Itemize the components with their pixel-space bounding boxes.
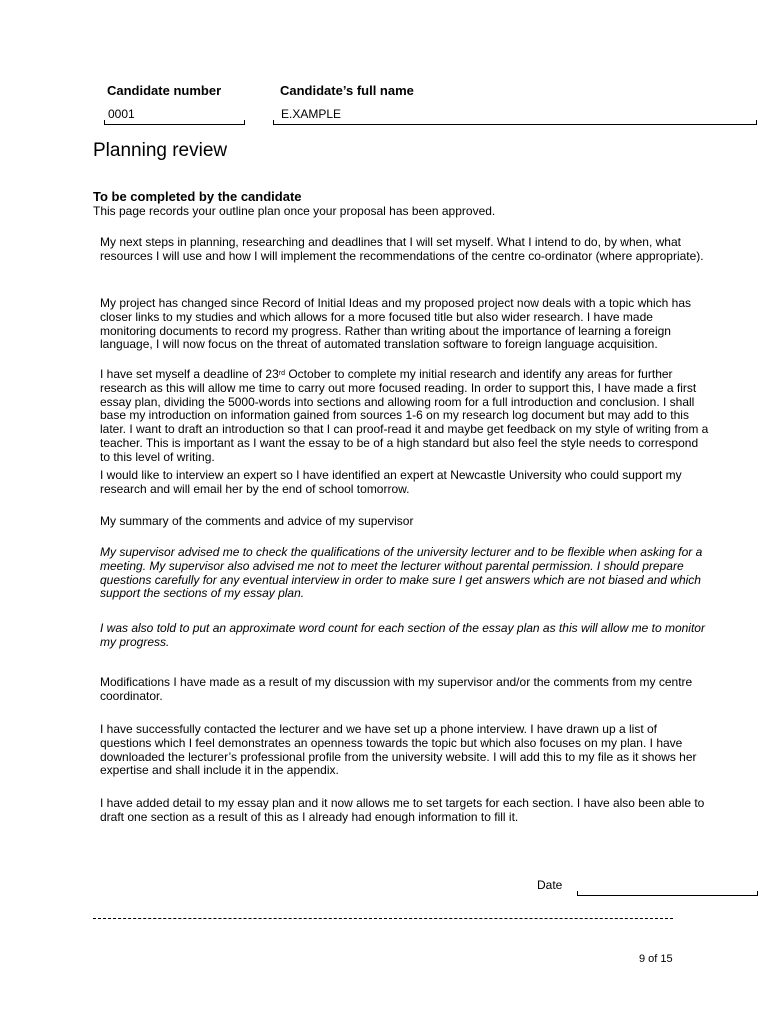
date-field[interactable] bbox=[577, 895, 758, 896]
section1-paragraph-2 bbox=[100, 368, 710, 465]
intro-text: This page records your outline plan once your proposal has been approved. bbox=[93, 204, 496, 218]
section3-paragraph-1: I have successfully contacted the lecturer and we have set up a phone interview. I have drawn up a list of questions which I feel demonstrates an openness towards the topic but which also focuses on my plan. I have downloaded the lecturer’s professional profile from the university website. I will add this to my file as it shows her expertise and shall include it in the appendix. bbox=[100, 722, 697, 778]
p2-after: October to complete my initial research and identify any areas for further research as this will allow me time to carry out more focused reading. In order to support this, I have made a first essay plan, dividing the 5000-words into sections and allowing room for a full introduction and conclusion. I shall base my introduction on information gained from sources 1-6 on my research log document but may add to this later. I want to draft an introduction so that I can proof-read it and maybe get feedback on my style of writing from a teacher. This is important as I want the essay to be of a high standard but also feel the style needs to correspond to this level of writing. bbox=[100, 367, 709, 464]
section1-heading: My next steps in planning, researching and deadlines that I will set myself. What I intend to do, by when, what resources I will use and how I will implement the recommendations of the centre co-ordinator (where appropriate). bbox=[100, 235, 704, 263]
dashed-divider bbox=[93, 918, 673, 919]
p2-before: I have set myself a deadline of 23 bbox=[100, 367, 279, 381]
section1-paragraph-3: I would like to interview an expert so I have identified an expert at Newcastle University who could support my research and will email her by the end of school tomorrow. bbox=[100, 468, 682, 496]
candidate-name-field[interactable] bbox=[273, 124, 757, 125]
section-subtitle: To be completed by the candidate bbox=[93, 189, 302, 204]
p2-sup: rd bbox=[278, 370, 286, 377]
candidate-number-value: 0001 bbox=[108, 107, 135, 121]
section3-heading: Modifications I have made as a result of my discussion with my supervisor and/or the comments from my centre coordinator. bbox=[100, 675, 693, 703]
candidate-name-value: E.XAMPLE bbox=[281, 107, 342, 121]
section3-paragraph-2: I have added detail to my essay plan and it now allows me to set targets for each section. I have also been able to draft one section as a result of this as I already had enough information to fill it. bbox=[100, 796, 705, 824]
candidate-number-field[interactable] bbox=[104, 124, 245, 125]
page-number: 9 of 15 bbox=[639, 953, 673, 965]
candidate-name-label: Candidate’s full name bbox=[280, 83, 414, 98]
section1-paragraph-1: My project has changed since Record of Initial Ideas and my proposed project now deals with a topic which has closer links to my studies and which allows for a more focused title but also wider research. I have made monitoring documents to record my progress. Rather than writing about the importance of learning a foreign language, I will now focus on the threat of automated translation software to foreign language acquisition. bbox=[100, 296, 691, 352]
page-title: Planning review bbox=[93, 140, 228, 161]
candidate-number-label: Candidate number bbox=[107, 83, 222, 98]
section2-paragraph-2: I was also told to put an approximate word count for each section of the essay plan as this will allow me to monitor my progress. bbox=[100, 621, 705, 649]
section2-heading: My summary of the comments and advice of my supervisor bbox=[100, 514, 414, 528]
section2-paragraph-1: My supervisor advised me to check the qualifications of the university lecturer and to be flexible when asking for a meeting. My supervisor also advised me not to meet the lecturer without parental permission. I should prepare questions carefully for any eventual interview in order to make sure I get answers which are not biased and which support the sections of my essay plan. bbox=[100, 545, 703, 601]
date-label: Date bbox=[537, 878, 563, 892]
